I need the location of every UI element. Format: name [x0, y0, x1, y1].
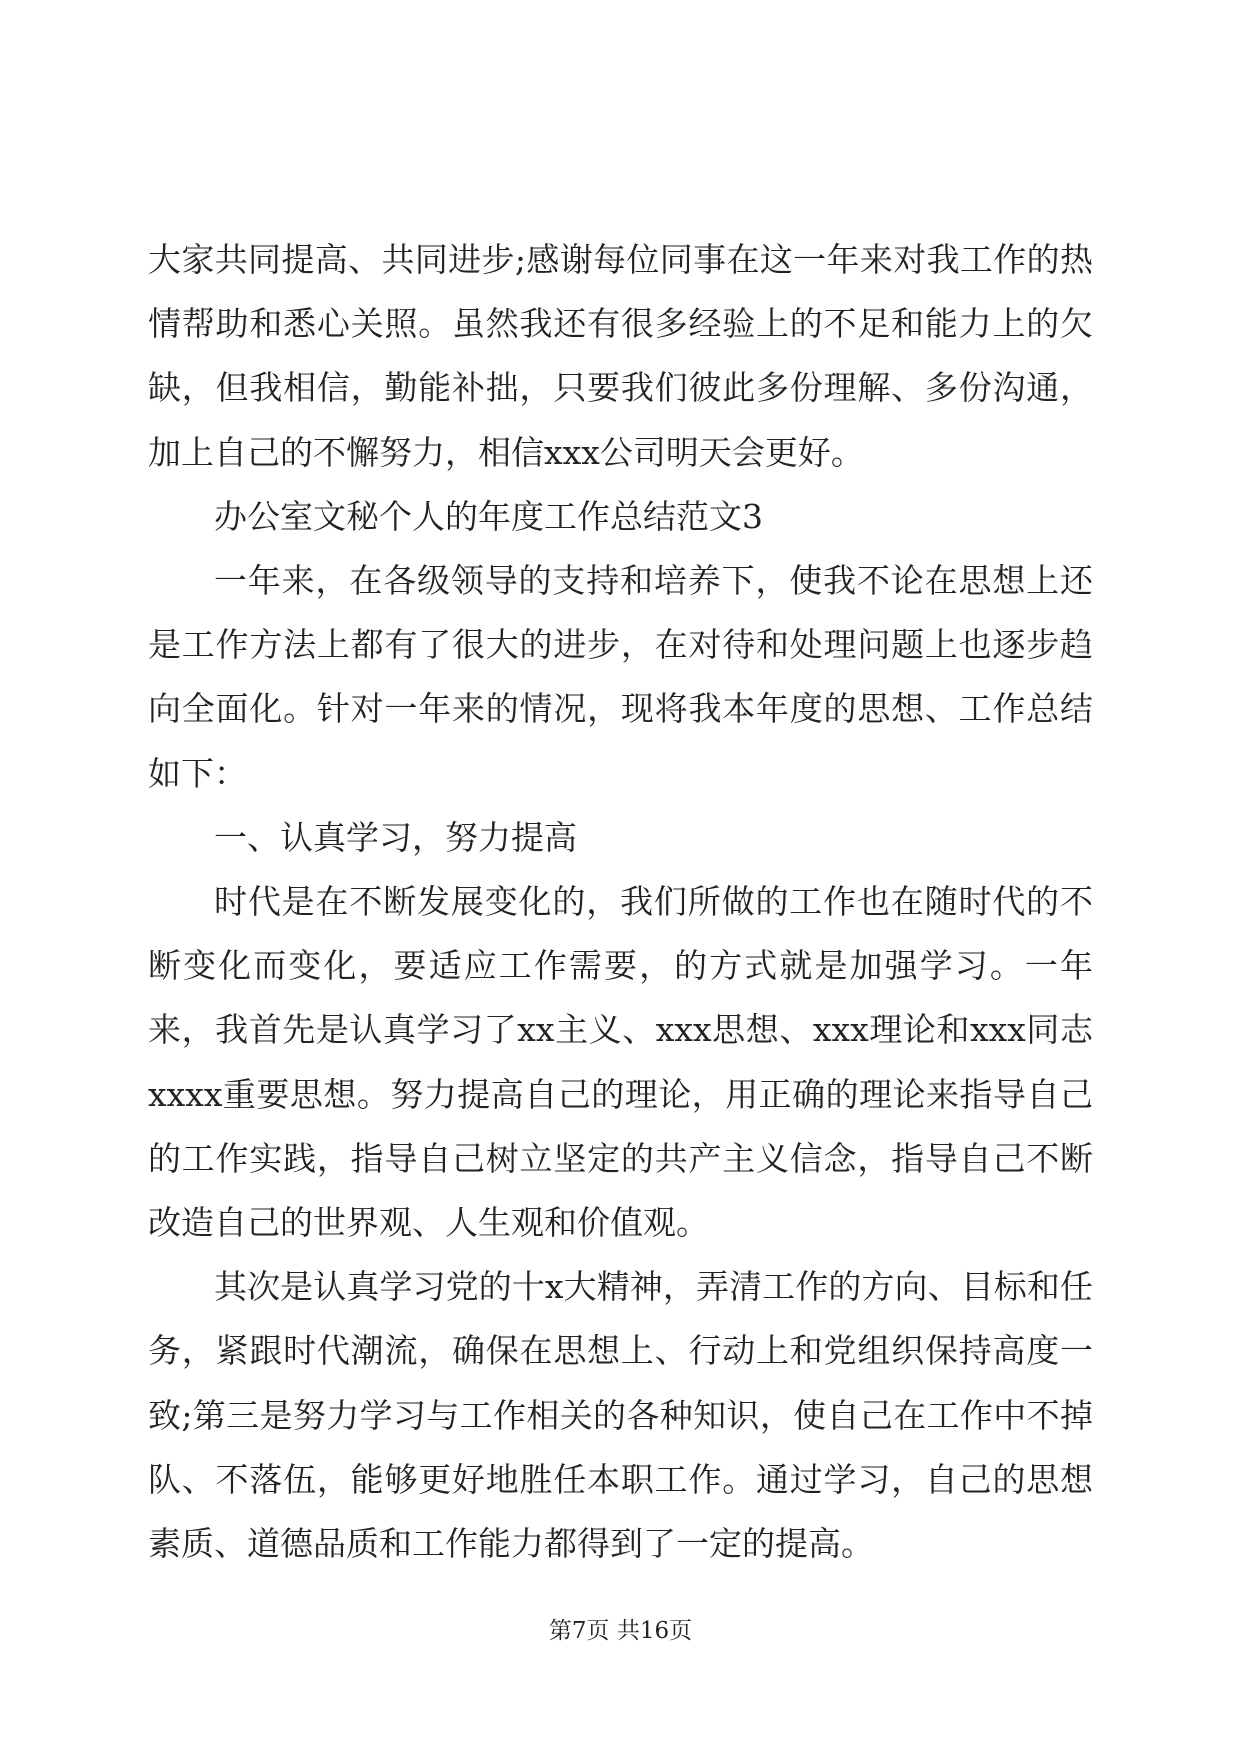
page-number-footer: 第7页 共16页 [548, 1618, 693, 1644]
paragraph: 其次是认真学习党的十x大精神，弄清工作的方向、目标和任务，紧跟时代潮流，确保在思想上、行动上和党组织保持高度一致;第三是努力学习与工作相关的各种知识，使自己在工作中不掉队、不落伍，能够更好地胜任本职工作。通过学习，自己的思想素质、道德品质和工作能力都得到了一定的提高。 [148, 1267, 1093, 1564]
paragraph-continued: 大家共同提高、共同进步;感谢每位同事在这一年来对我工作的热情帮助和悉心关照。虽然我还有很多经验上的不足和能力上的欠缺，但我相信，勤能补拙，只要我们彼此多份理解、多份沟通，加上自己的不懈努力，相信xxx公司明天会更好。 [148, 240, 1093, 472]
subsection-heading: 一、认真学习，努力提高 [214, 817, 577, 857]
paragraph: 时代是在不断发展变化的，我们所做的工作也在随时代的不断变化而变化，要适应工作需要，的方式就是加强学习。一年来，我首先是认真学习了xx主义、xxx思想、xxx理论和xxx同志xxxx重要思想。努力提高自己的理论，用正确的理论来指导自己的工作实践，指导自己树立坚定的共产主义信念，指导自己不断改造自己的世界观、人生观和价值观。 [148, 882, 1093, 1243]
paragraph: 一年来，在各级领导的支持和培养下，使我不论在思想上还是工作方法上都有了很大的进步，在对待和处理问题上也逐步趋向全面化。针对一年来的情况，现将我本年度的思想、工作总结如下： [148, 561, 1093, 793]
section-heading: 办公室文秘个人的年度工作总结范文3 [214, 496, 763, 536]
document-body [148, 228, 1093, 1576]
